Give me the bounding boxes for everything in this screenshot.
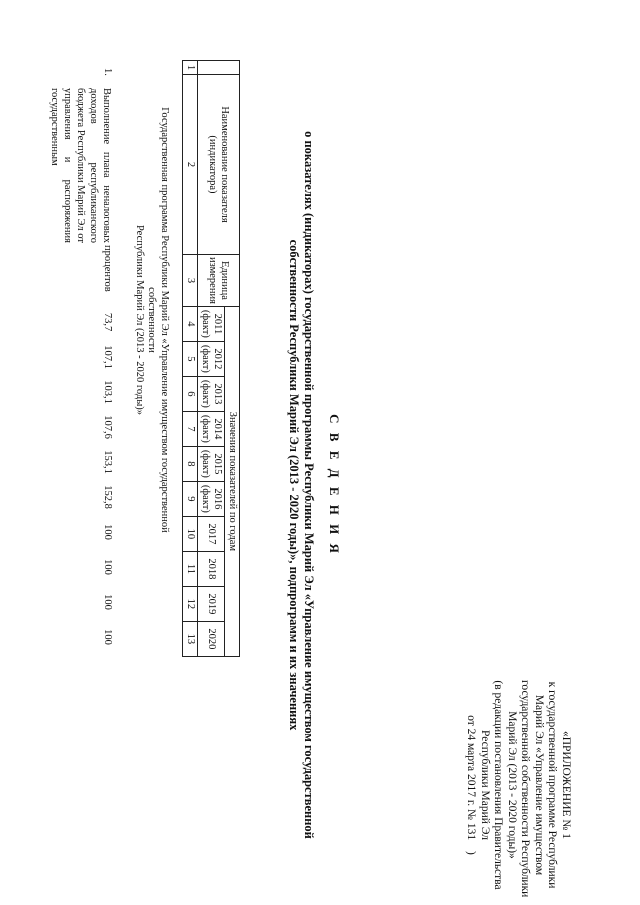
indicators-table <box>182 60 240 657</box>
header-num <box>198 61 240 75</box>
year-header: 2019 <box>198 586 225 621</box>
column-number: 11 <box>183 551 198 586</box>
program-caption <box>133 100 171 540</box>
indicator-value: 153,1 <box>102 450 113 474</box>
indicator-value: 100 <box>102 629 113 645</box>
column-number: 13 <box>183 621 198 656</box>
header-name: Наименование показателя (индикатора) <box>198 75 240 255</box>
indicator-value: 103,1 <box>102 380 113 404</box>
year-header: 2017 <box>198 516 225 551</box>
column-number: 10 <box>183 516 198 551</box>
year-header: 2011 (факт) <box>198 306 225 341</box>
program-caption-line: Государственная программа Республики Марий Эл «Управление имуществом государственной собственности <box>146 107 170 533</box>
date-suffix: ) <box>465 851 478 855</box>
date-day: 24 <box>465 728 478 741</box>
appendix-header <box>464 680 572 898</box>
column-number: 5 <box>183 341 198 376</box>
date-prefix: от <box>465 715 478 726</box>
column-number: 8 <box>183 446 198 481</box>
indicator-value: 107,6 <box>102 415 113 439</box>
header-unit: Единица измерения <box>198 255 240 307</box>
indicator-value: 100 <box>102 559 113 575</box>
indicator-value: 100 <box>102 594 113 610</box>
column-number: 9 <box>183 481 198 516</box>
row-number: 1. <box>102 68 113 76</box>
indicator-unit: процентов <box>102 245 113 292</box>
year-header: 2020 <box>198 621 225 656</box>
header-values-group: Значения показателей по годам <box>225 306 240 656</box>
indicator-name: Выполнение плана неналоговых доходов республиканского бюджета Республики Марий Эл от управления и распоряжения государственным <box>49 88 112 243</box>
column-number: 3 <box>183 255 198 307</box>
column-number: 4 <box>183 306 198 341</box>
year-header: 2014 (факт) <box>198 411 225 446</box>
indicator-value: 107,1 <box>102 345 113 369</box>
indicator-value: 100 <box>102 524 113 540</box>
appendix-line: (в редакции постановления Правительства <box>492 680 505 890</box>
appendix-line: «ПРИЛОЖЕНИЕ № 1 <box>560 730 572 839</box>
indicator-value: 152,8 <box>102 485 113 509</box>
column-number: 12 <box>183 586 198 621</box>
appendix-line: Марий Эл (2013 - 2020 годы)» <box>506 711 518 859</box>
appendix-line: государственной собственности Республики <box>519 680 532 898</box>
year-header: 2015 (факт) <box>198 446 225 481</box>
column-number: 1 <box>183 61 198 75</box>
table-header-row <box>225 61 240 657</box>
appendix-line: Республики Марий Эл <box>479 729 491 840</box>
year-header: 2016 (факт) <box>198 481 225 516</box>
indicator-value: 73,7 <box>102 312 113 332</box>
document-subtitle: о показателях (индикаторах) государственной программы Республики Марий Эл «Управление имуществом государственной собственности Республики Марий Эл (2013 - 2020 годы)», подпрограмм и их значениях <box>287 131 316 839</box>
title-block <box>286 90 342 880</box>
year-header: 2012 (факт) <box>198 341 225 376</box>
column-number: 7 <box>183 411 198 446</box>
table-column-numbers-row <box>183 61 198 657</box>
document-title: С В Е Д Е Н И Я <box>327 414 342 556</box>
year-header: 2018 <box>198 551 225 586</box>
appendix-line: Марий Эл «Управление имуществом <box>533 694 545 876</box>
column-number: 2 <box>183 75 198 255</box>
appendix-line: к государственной программе Республики <box>546 681 559 889</box>
year-header: 2013 (факт) <box>198 376 225 411</box>
column-number: 6 <box>183 376 198 411</box>
appendix-date-line <box>464 680 478 890</box>
date-month: марта 2017 г. № <box>465 742 478 821</box>
program-caption-line: Республики Марий Эл (2013 - 2020 годы)» <box>134 224 145 416</box>
date-number: 131 <box>465 822 478 841</box>
